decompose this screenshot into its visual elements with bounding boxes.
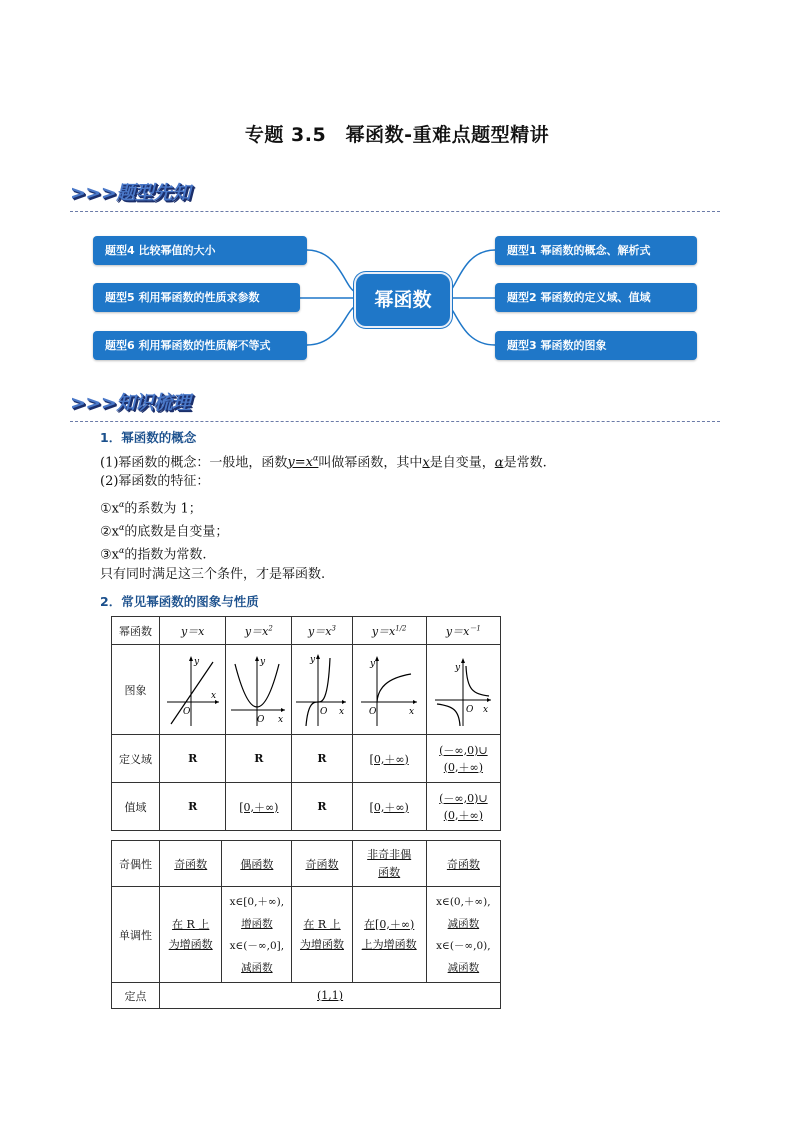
text: 的指数为常数. <box>124 547 207 563</box>
row-label: 定点 <box>112 983 160 1009</box>
origin-label: O <box>369 706 377 717</box>
fn-exp: －1 <box>469 623 481 632</box>
banner-text: >>>题型先知 <box>70 182 191 204</box>
graph-cube <box>292 645 352 735</box>
concept-conclusion: 只有同时满足这三个条件，才是幂函数. <box>100 567 326 582</box>
mono-text: x∈(0,＋∞), <box>436 895 491 908</box>
formula <box>287 455 318 470</box>
row-label: 奇偶性 <box>112 841 160 887</box>
fixed-point-cell <box>160 983 501 1009</box>
mono-cell <box>292 887 352 983</box>
connector-r3 <box>448 306 495 345</box>
text: 叫做幂函数，其中 <box>318 455 423 471</box>
axis-x-label: x <box>483 704 489 715</box>
graph-svg <box>357 650 421 730</box>
mindmap-node-topic4: 题型4 比较幂值的大小 <box>93 236 307 265</box>
range-text: [0,＋∞) <box>239 800 279 814</box>
text: 是自变量， <box>429 455 495 471</box>
domain-text: (－∞,0)∪ <box>439 743 488 757</box>
mono-text: x∈(－∞,0], <box>229 939 285 952</box>
origin-label: O <box>256 714 265 725</box>
exp: α <box>119 500 125 509</box>
connector-r1 <box>448 250 495 292</box>
mindmap-node-topic6: 题型6 利用幂函数的性质解不等式 <box>93 331 307 360</box>
mindmap-node-topic3: 题型3 幂函数的图象 <box>495 331 697 360</box>
mindmap-center: 幂函数 <box>354 272 452 328</box>
parity-cell <box>222 841 292 887</box>
graph-reciprocal <box>426 645 500 735</box>
concept-definition <box>100 450 547 472</box>
range-cell <box>226 783 292 831</box>
text: 的系数为 1； <box>124 501 202 517</box>
mindmap-node-topic1: 题型1 幂函数的概念、解析式 <box>495 236 697 265</box>
mono-cell <box>352 887 426 983</box>
parity-text: 非奇非偶 <box>367 847 412 861</box>
mono-cell <box>222 887 292 983</box>
page-title: 专题 3.5 幂函数-重难点题型精讲 <box>244 124 550 146</box>
formula-base: y=x <box>287 455 313 471</box>
power-function-table-1 <box>111 616 501 831</box>
mono-text: 上为增函数 <box>361 937 417 951</box>
parity-cell <box>426 841 500 887</box>
axis-y-label: y <box>370 658 376 669</box>
axis-x-label: x <box>210 690 216 701</box>
domain-text: [0,＋∞) <box>369 752 409 766</box>
text: 是常数. <box>503 455 547 471</box>
axis-x-label: x <box>338 706 345 717</box>
mindmap-node-topic5: 题型5 利用幂函数的性质求参数 <box>93 283 300 312</box>
fn-exp: 1/2 <box>395 623 407 632</box>
banner-text: >>>知识梳理 <box>70 392 191 414</box>
graph-square <box>226 645 292 735</box>
parity-text: 奇函数 <box>446 857 480 871</box>
mono-cell <box>426 887 500 983</box>
mono-text: 在 R 上 <box>303 917 341 931</box>
row-label: 单调性 <box>112 887 160 983</box>
axis-x-label: x <box>409 706 415 717</box>
axis-y-label: y <box>309 654 316 665</box>
power-function-table-2 <box>111 840 501 1009</box>
mono-text: 增函数 <box>241 917 273 930</box>
row-label: 幂函数 <box>112 617 160 645</box>
fn-y-x3 <box>292 617 352 645</box>
section2-heading: 2．常见幂函数的图象与性质 <box>100 594 259 609</box>
origin-label: O <box>319 706 328 717</box>
parity-cell <box>160 841 222 887</box>
range-cell: R <box>292 783 352 831</box>
origin-label: O <box>466 704 474 715</box>
fn-y-x-half <box>352 617 426 645</box>
mindmap-node-topic2: 题型2 幂函数的定义域、值域 <box>495 283 697 312</box>
exp: α <box>119 523 125 532</box>
domain-cell <box>352 735 426 783</box>
fn-base: y＝x <box>371 624 396 638</box>
fn-exp: 2 <box>268 623 273 632</box>
row-label: 图象 <box>112 645 160 735</box>
range-cell <box>426 783 500 831</box>
fn-base: y＝x <box>308 624 332 638</box>
domain-cell: R <box>160 735 226 783</box>
section-banner-knowledge <box>70 386 720 422</box>
banner-divider <box>70 421 720 422</box>
fn-base: y＝x <box>244 624 269 638</box>
var-alpha: α <box>494 455 504 471</box>
domain-cell: R <box>292 735 352 783</box>
exp: α <box>119 546 125 555</box>
mono-text: 在[0,＋∞) <box>364 917 415 931</box>
fixed-point-text: (1,1) <box>317 989 344 1002</box>
parity-cell <box>292 841 352 887</box>
text: 的底数是自变量； <box>124 524 229 540</box>
graph-svg <box>431 650 495 730</box>
connector-l1 <box>307 250 356 292</box>
fn-exp: 3 <box>331 623 336 632</box>
features-heading: (2)幂函数的特征： <box>100 474 210 489</box>
range-text: (0,＋∞) <box>443 808 483 822</box>
mono-text: x∈(－∞,0), <box>436 939 491 952</box>
graph-sqrt <box>352 645 426 735</box>
graph-svg <box>229 650 289 730</box>
connector-l3 <box>307 306 356 345</box>
feature-1 <box>100 496 202 518</box>
fn-y-x2 <box>226 617 292 645</box>
axis-x-label: x <box>277 714 283 725</box>
domain-cell <box>426 735 500 783</box>
mono-text: 减函数 <box>241 961 273 974</box>
mono-text: 为增函数 <box>300 937 344 951</box>
parity-text: 奇函数 <box>174 857 208 871</box>
range-text: [0,＋∞) <box>369 800 409 814</box>
section1-heading: 1．幂函数的概念 <box>100 430 197 445</box>
fn-base: y＝x <box>180 624 205 638</box>
mono-text: 在 R 上 <box>172 917 210 931</box>
range-text: (－∞,0)∪ <box>439 791 488 805</box>
axis-y-label: y <box>259 656 265 667</box>
graph-linear <box>160 645 226 735</box>
mono-text: 减函数 <box>447 917 480 930</box>
feature-2 <box>100 519 228 541</box>
axis-y-label: y <box>193 656 199 667</box>
mono-text: 为增函数 <box>168 937 213 951</box>
mono-text: x∈[0,＋∞), <box>229 895 285 908</box>
domain-cell: R <box>226 735 292 783</box>
text: ②x <box>100 524 119 540</box>
text: ①x <box>100 501 119 517</box>
mono-text: 减函数 <box>447 961 480 974</box>
text: (1)幂函数的概念：一般地，函数 <box>100 455 288 471</box>
row-label: 值域 <box>112 783 160 831</box>
mono-cell <box>160 887 222 983</box>
origin-label: O <box>182 706 191 717</box>
fn-base: y＝x <box>445 624 470 638</box>
range-cell: R <box>160 783 226 831</box>
graph-svg <box>294 650 350 730</box>
range-cell <box>352 783 426 831</box>
feature-3 <box>100 542 207 564</box>
fn-y-x-inv <box>426 617 500 645</box>
parity-text: 函数 <box>378 865 401 879</box>
fn-y-x <box>160 617 226 645</box>
graph-svg <box>163 650 223 730</box>
domain-text: (0,＋∞) <box>443 760 483 774</box>
axis-y-label: y <box>455 662 461 673</box>
var-x: x <box>422 455 430 471</box>
row-label: 定义域 <box>112 735 160 783</box>
parity-cell <box>352 841 426 887</box>
parity-text: 偶函数 <box>240 857 274 871</box>
parity-text: 奇函数 <box>305 857 339 871</box>
formula-exp: α <box>313 454 319 463</box>
text: ③x <box>100 547 119 563</box>
